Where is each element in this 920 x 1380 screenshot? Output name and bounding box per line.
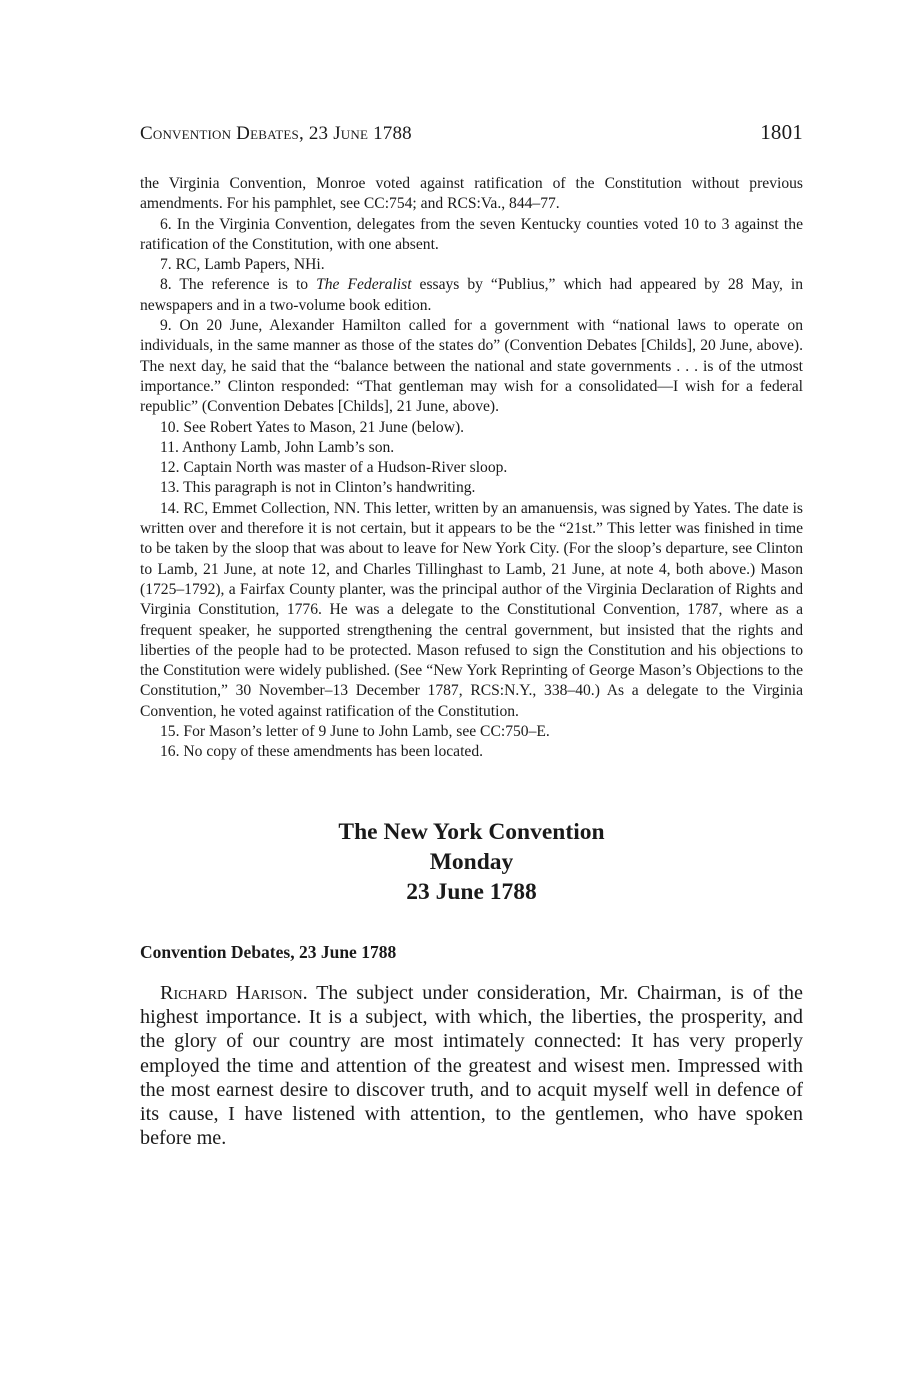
note-11: 11. Anthony Lamb, John Lamb’s son. — [160, 438, 395, 456]
note-15: 15. For Mason’s letter of 9 June to John Lamb, see CC:750–E. — [160, 723, 550, 741]
note-8-pre: 8. The reference is to — [160, 276, 317, 294]
note-continuation: the Virginia Convention, Monroe voted against ratification of the Constitution without previous amendments. For his pamphlet, see CC:754; and RCS:Va., 844–77. — [140, 175, 803, 213]
document-subheading: Convention Debates, 23 June 1788 — [140, 941, 397, 962]
section-heading-line-1: The New York Convention — [338, 818, 605, 845]
note-13: 13. This paragraph is not in Clinton’s handwriting. — [160, 479, 476, 497]
note-6: 6. In the Virginia Convention, delegates from the seven Kentucky counties voted 10 to 3 against the ratification of the Constitution, with one absent. — [140, 215, 803, 253]
document-page — [140, 120, 803, 1151]
note-12: 12. Captain North was master of a Hudson-River sloop. — [160, 459, 508, 477]
speech-paragraph — [140, 981, 803, 1151]
speaker-name: Richard Harison. — [160, 981, 308, 1004]
section-heading-line-3: 23 June 1788 — [406, 878, 537, 905]
page-number: 1801 — [760, 120, 803, 144]
note-7: 7. RC, Lamb Papers, NHi. — [160, 256, 325, 274]
section-heading-line-2: Monday — [429, 848, 514, 875]
note-16: 16. No copy of these amendments has been located. — [160, 743, 484, 761]
note-10: 10. See Robert Yates to Mason, 21 June (below). — [160, 418, 465, 436]
section-heading — [140, 817, 803, 907]
running-head — [140, 120, 803, 160]
note-9: 9. On 20 June, Alexander Hamilton called for a government with “national laws to operate on individuals, in the same manner as those of the states do” (Convention Debates [Childs], 20 June, above). The next day, he said that the “balance between the national and state governments . . . is of the utmost importance.” Clinton responded: “That gentleman may wish for a consolidated—I wish for a federal republic” (Convention Debates [Childs], 21 June, above). — [140, 317, 803, 416]
note-8 — [140, 275, 803, 316]
note-8-post: essays by “Publius,” which had appeared by 28 May, in newspapers and in a two-volume book edition. — [140, 276, 803, 314]
endnotes — [140, 174, 803, 763]
running-title: Convention Debates, 23 June 1788 — [140, 123, 412, 144]
speech-text: The subject under consideration, Mr. Chairman, is of the highest importance. It is a subject, with which, the liberties, the prosperity, and the glory of our country are most intimately connected: It has very properly employed the time and attention of the greatest and wisest men. Impressed with the most earnest desire to discover truth, and to acquit myself well in defence of its cause, I have listened with attention, to the gentlemen, who have spoken before me. — [140, 981, 803, 1150]
body-text — [140, 981, 803, 1151]
note-14: 14. RC, Emmet Collection, NN. This letter, written by an amanuensis, was signed by Yates. The date is written over and therefore it is not certain, but it appears to be the “21st.” This letter was finished in time to be taken by the sloop that was about to leave for New York City. (For the sloop’s departure, see Clinton to Lamb, 21 June, at note 12, and Charles Tillinghast to Lamb, 21 June, at note 4, both above.) Mason (1725–1792), a Fairfax County planter, was the principal author of the Virginia Declaration of Rights and Virginia Constitution, 1776. He was a delegate to the Constitutional Convention, 1787, where as a frequent speaker, he supported strengthening the central government, but insisted that the rights and liberties of the people had to be protected. Mason refused to sign the Constitution and his objections to the Constitution were widely published. (See “New York Reprinting of George Mason’s Objections to the Constitution,” 30 November–13 December 1787, RCS:N.Y., 338–40.) As a delegate to the Virginia Convention, he voted against ratification of the Constitution. — [140, 499, 803, 720]
note-8-italic-title: The Federalist — [316, 276, 412, 294]
